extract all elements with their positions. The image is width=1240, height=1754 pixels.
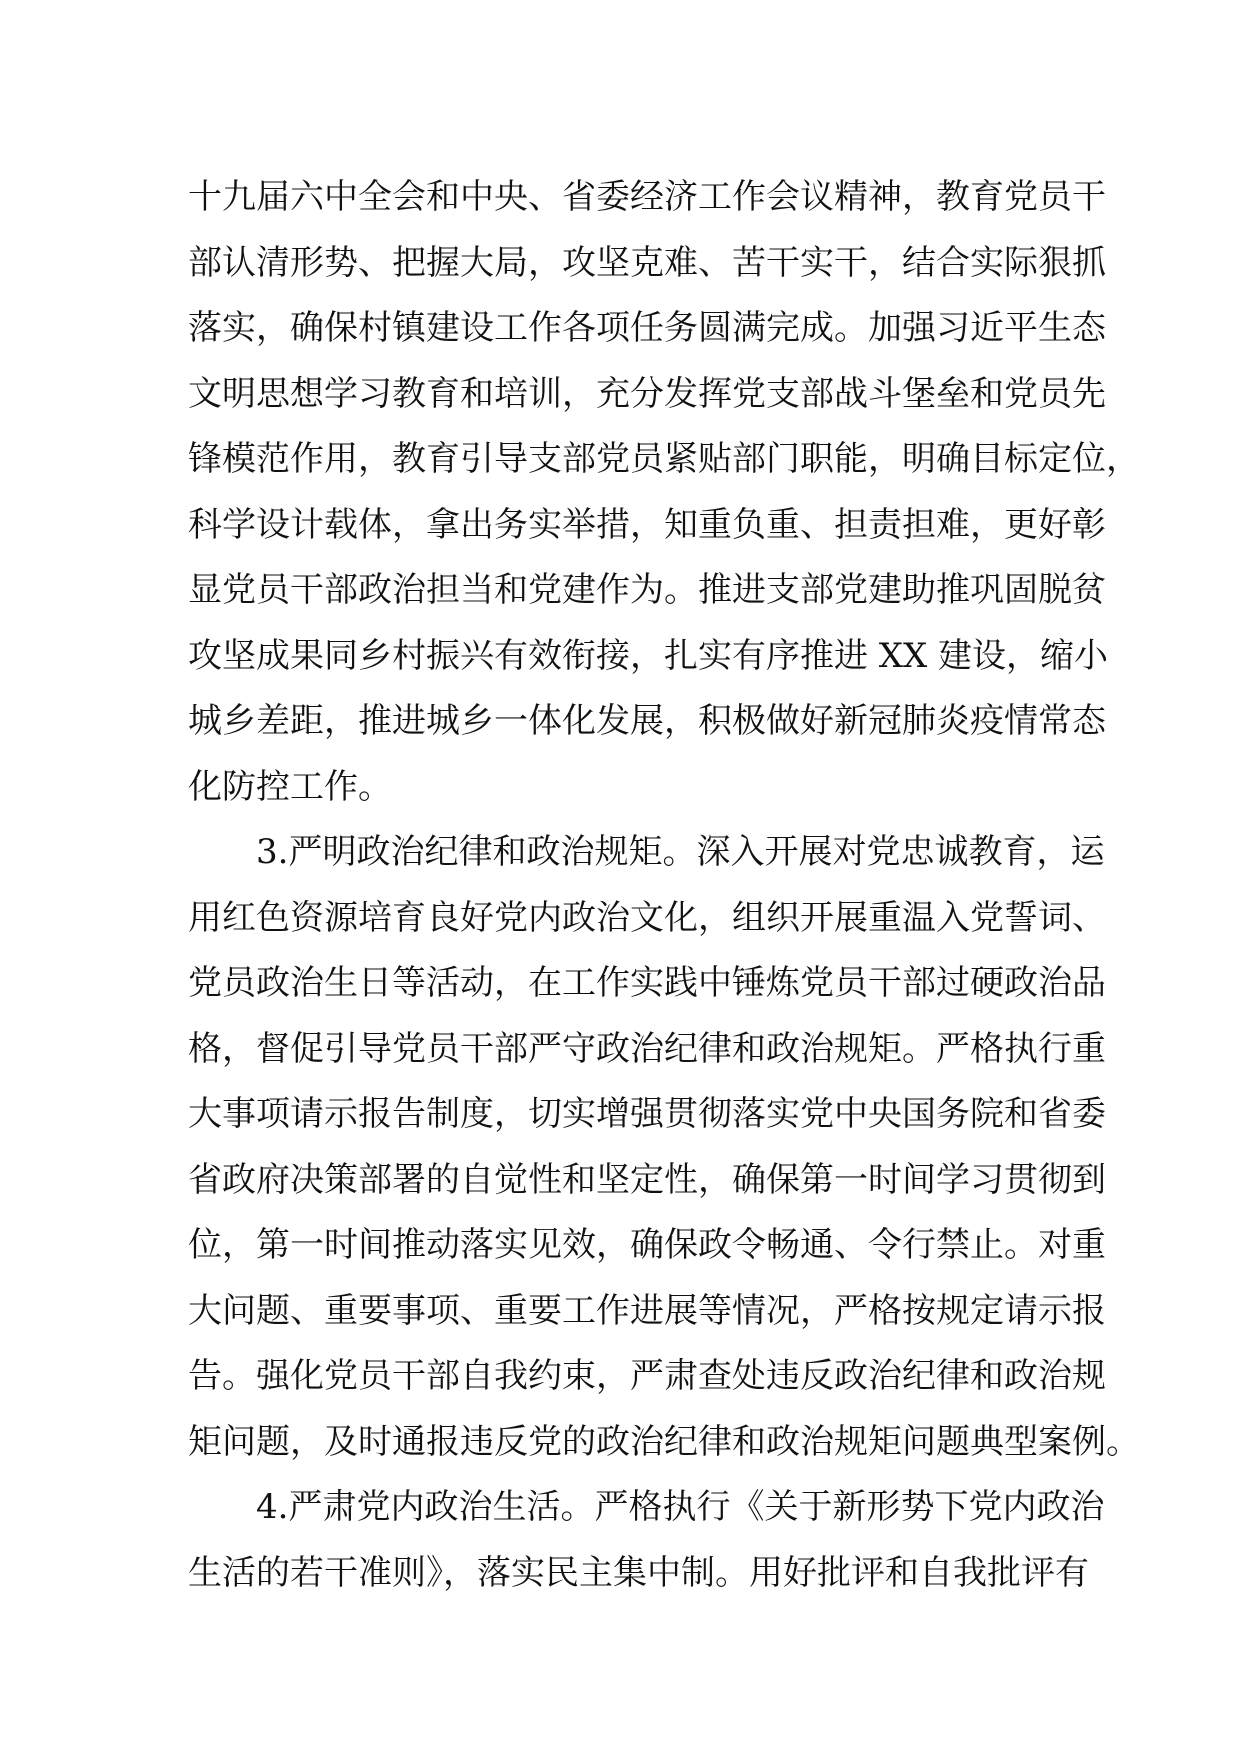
text-line: 锋模范作用，教育引导支部党员紧贴部门职能，明确目标定位， [188,439,1140,479]
text-line: 科学设计载体，拿出务实举措，知重负重、担责担难，更好彰 [188,504,1106,545]
text-line: 显党员干部政治担当和党建作为。推进支部党建助推巩固脱贫 [188,570,1106,610]
text-line: 城乡差距，推进城乡一体化发展，积极做好新冠肺炎疫情常态 [188,701,1106,741]
text-line: 落实，确保村镇建设工作各项任务圆满完成。加强习近平生态 [188,308,1106,348]
text-line: 生活的若干准则》，落实民主集中制。用好批评和自我批评有 [188,1552,1089,1593]
text-line: 格，督促引导党员干部严守政治纪律和政治规矩。严格执行重 [188,1028,1106,1069]
text-line: 化防控工作。 [188,766,392,807]
text-line: 十九届六中全会和中央、省委经济工作会议精神，教育党员干 [188,177,1106,217]
section-heading-line: 4.严肃党内政治生活。严格执行《关于新形势下党内政治 [256,1487,1105,1527]
text-line: 位，第一时间推动落实见效，确保政令畅通、令行禁止。对重 [188,1225,1106,1265]
text-line: 文明思想学习教育和培训，充分发挥党支部战斗堡垒和党员先 [188,373,1106,414]
text-line: 告。强化党员干部自我约束，严肃查处违反政治纪律和政治规 [188,1356,1106,1396]
section-heading-line: 3.严明政治纪律和政治规矩。深入开展对党忠诚教育，运 [256,832,1105,872]
text-line: 党员政治生日等活动，在工作实践中锤炼党员干部过硬政治品 [188,963,1106,1003]
text-line: 大问题、重要事项、重要工作进展等情况，严格按规定请示报 [188,1290,1106,1331]
text-line: 用红色资源培育良好党内政治文化，组织开展重温入党誓词、 [188,897,1106,938]
text-line: 大事项请示报告制度，切实增强贯彻落实党中央国务院和省委 [188,1094,1106,1134]
text-line: 部认清形势、把握大局，攻坚克难、苦干实干，结合实际狠抓 [188,242,1106,283]
document-body [188,165,1140,1606]
text-line: 攻坚成果同乡村振兴有效衔接，扎实有序推进 XX 建设，缩小 [188,635,1109,676]
text-line: 省政府决策部署的自觉性和坚定性，确保第一时间学习贯彻到 [188,1159,1106,1200]
text-line: 矩问题，及时通报违反党的政治纪律和政治规矩问题典型案例。 [188,1421,1140,1462]
